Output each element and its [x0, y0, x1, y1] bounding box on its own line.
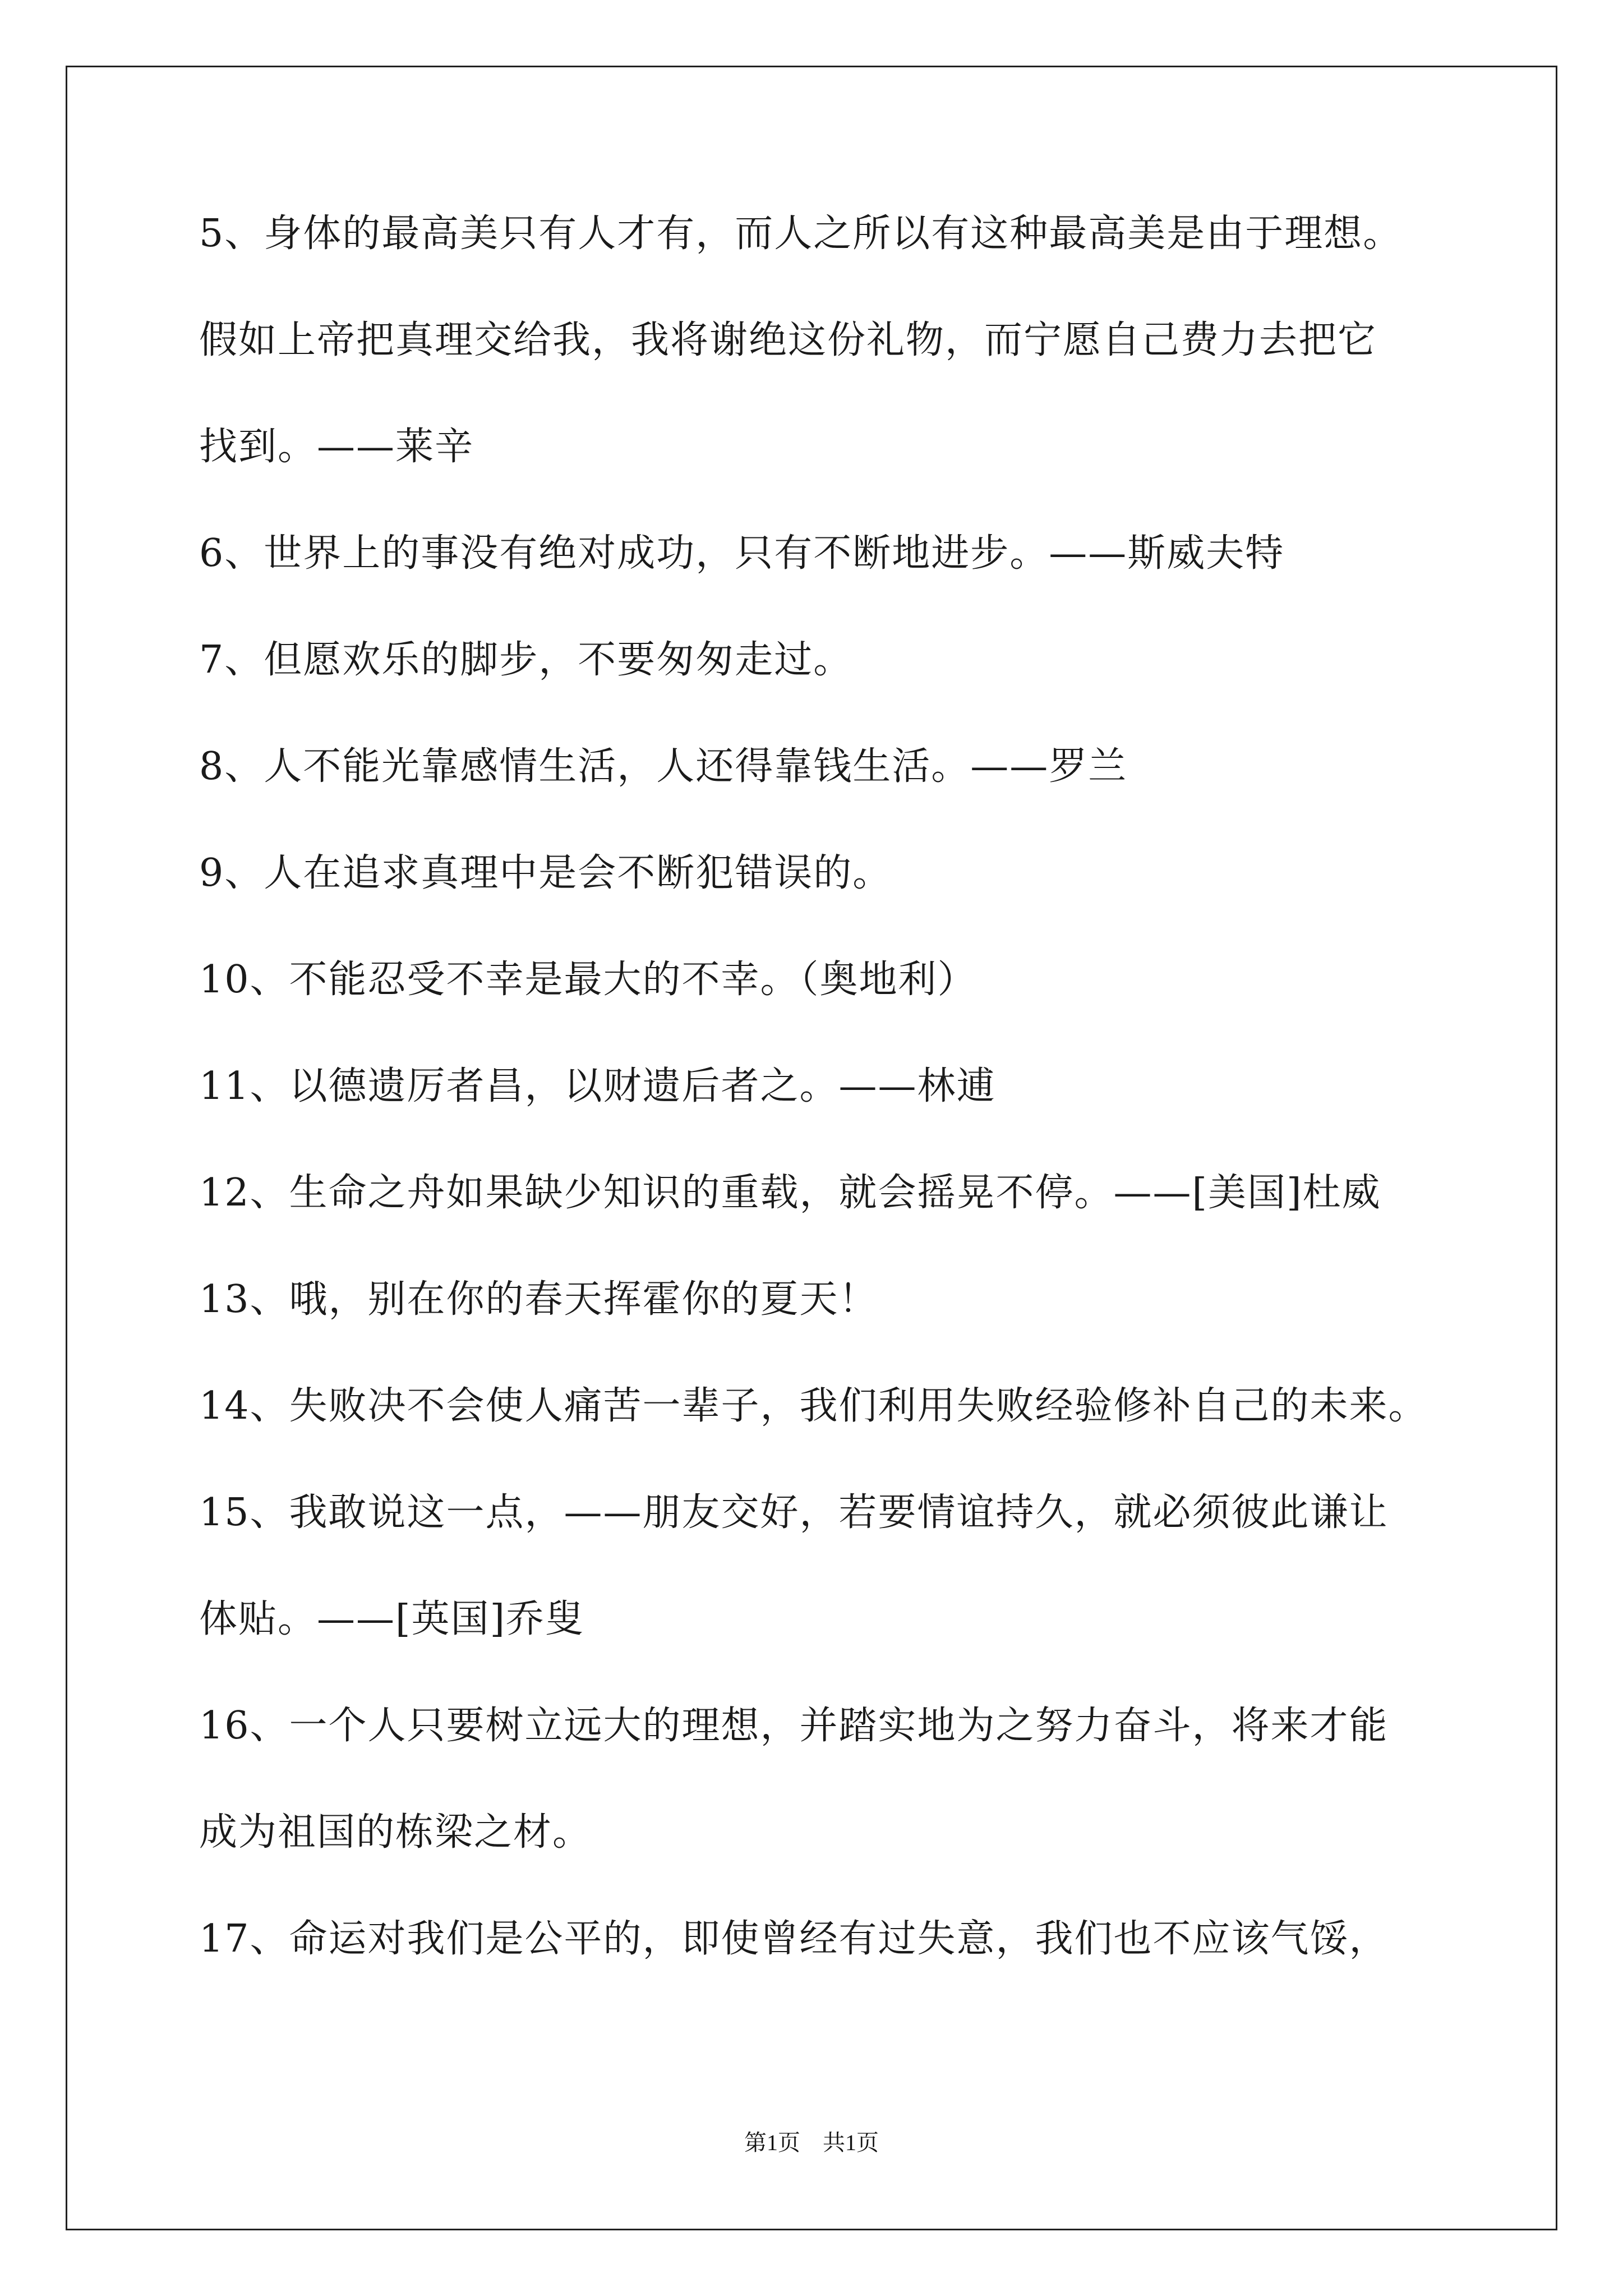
page-footer [0, 2126, 1623, 2160]
text-line: 17、命运对我们是公平的，即使曾经有过失意，我们也不应该气馁， [199, 1917, 1389, 1961]
text-line: 13、哦，别在你的春天挥霍你的夏天！ [199, 1277, 878, 1322]
text-line: 假如上帝把真理交给我，我将谢绝这份礼物，而宁愿自己费力去把它 [199, 318, 1377, 362]
text-line: 找到。——莱辛 [199, 425, 474, 469]
text-line: 体贴。——[英国]乔叟 [199, 1597, 585, 1641]
text-line: 6、世界上的事没有绝对成功，只有不断地进步。——斯威夫特 [199, 531, 1285, 576]
text-line: 12、生命之舟如果缺少知识的重载，就会摇晃不停。——[美国]杜威 [199, 1171, 1381, 1215]
text-line: 7、但愿欢乐的脚步，不要匆匆走过。 [199, 638, 853, 682]
page-total: 共1页 [823, 2130, 879, 2155]
text-line: 9、人在追求真理中是会不断犯错误的。 [199, 851, 892, 895]
text-line: 15、我敢说这一点，——朋友交好，若要情谊持久，就必须彼此谦让 [199, 1490, 1389, 1535]
text-line: 14、失败决不会使人痛苦一辈子，我们利用失败经验修补自己的未来。 [199, 1384, 1428, 1428]
page-number: 第1页 [744, 2130, 800, 2155]
text-line: 8、人不能光靠感情生活，人还得靠钱生活。——罗兰 [199, 744, 1128, 789]
text-line: 16、一个人只要树立远大的理想，并踏实地为之努力奋斗，将来才能 [199, 1704, 1389, 1748]
text-line: 10、不能忍受不幸是最大的不幸。（奥地利） [199, 958, 977, 1002]
page-border [66, 66, 1557, 2230]
text-line: 成为祖国的栋梁之材。 [199, 1810, 592, 1855]
text-line: 5、身体的最高美只有人才有，而人之所以有这种最高美是由于理想。 [199, 211, 1403, 256]
text-line: 11、以德遗厉者昌，以财遗后者之。——林逋 [199, 1064, 996, 1108]
